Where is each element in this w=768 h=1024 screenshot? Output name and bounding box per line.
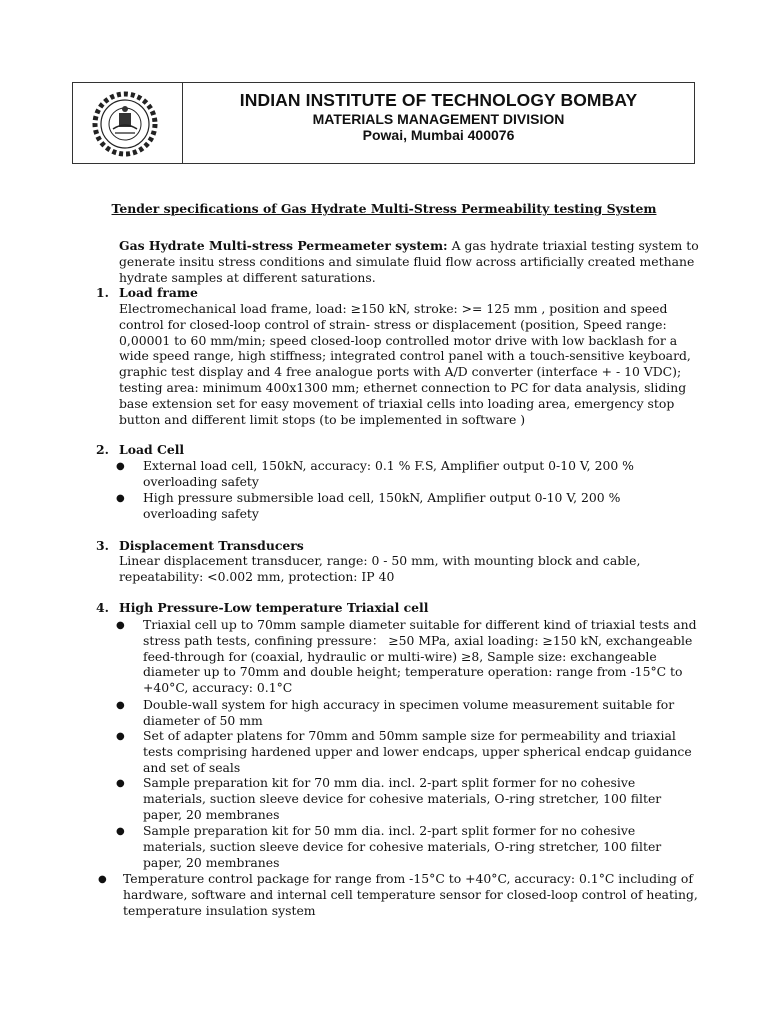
section-3-heading: Displacement Transducers — [119, 538, 304, 553]
address: Powai, Mumbai 400076 — [362, 127, 515, 143]
section-1-number: 1. — [96, 285, 109, 300]
letterhead — [72, 82, 695, 164]
section-2-number: 2. — [96, 442, 109, 457]
section-3-number: 3. — [96, 538, 109, 553]
section-1-heading: Load frame — [119, 285, 198, 300]
institute-name: INDIAN INSTITUTE OF TECHNOLOGY BOMBAY — [239, 90, 638, 110]
list-item: Double-wall system for high accuracy in specimen volume measurement suitable for diameter of 50 mm — [143, 697, 675, 728]
bullet-icon: ● — [98, 874, 107, 885]
intro-text: A gas hydrate triaxial testing system to generate insitu stress conditions and simulate fluid flow across artificially created methane hydrate samples at different saturations. — [119, 238, 699, 285]
letterhead-text — [183, 89, 694, 143]
section-4-heading: High Pressure-Low temperature Triaxial cell — [119, 600, 429, 615]
division-name: MATERIALS MANAGEMENT DIVISION — [312, 111, 565, 127]
bullet-icon: ● — [116, 493, 125, 504]
section-1-body: Electromechanical load frame, load: ≥150 kN, stroke: >= 125 mm , position and speed control for closed-loop control of strain- stress or displacement (position, Speed range: 0,00001 to 60 mm/min; speed closed-loop controlled motor drive with low backlash for a wide speed range, high stiffness; integrated control panel with a touch-sensitive keyboard, graphic test display and 4 free analogue ports with A/D converter (interface + - 10 VDC); testing area: minimum 400x1300 mm; ethernet connection to PC for data analysis, sliding base extension set for easy movement of triaxial cells into loading area, emergency stop button and different limit stops (to be implemented in software ) — [119, 301, 691, 427]
section-2-heading: Load Cell — [119, 442, 185, 457]
list-item: Sample preparation kit for 50 mm dia. incl. 2-part split former for no cohesive materials, suction sleeve device for cohesive materials, O-ring stretcher, 100 filter paper, 20 membranes — [143, 823, 662, 870]
iitb-logo-icon — [89, 91, 161, 157]
bullet-icon: ● — [116, 731, 125, 742]
bullet-icon: ● — [116, 461, 125, 472]
bullet-icon: ● — [116, 826, 125, 837]
bullet-icon: ● — [116, 700, 125, 711]
intro-lead: Gas Hydrate Multi-stress Permeameter system: — [119, 238, 448, 253]
document-title: Tender specifications of Gas Hydrate Multi-Stress Permeability testing System — [111, 201, 657, 216]
list-item: High pressure submersible load cell, 150kN, Amplifier output 0-10 V, 200 % overloading safety — [143, 490, 621, 521]
list-item: Set of adapter platens for 70mm and 50mm sample size for permeability and triaxial tests comprising hardened upper and lower endcaps, upper spherical endcap guidance and set of seals — [143, 728, 692, 775]
intro-paragraph — [119, 238, 699, 285]
list-item-extra: Temperature control package for range from -15°C to +40°C, accuracy: 0.1°C including of hardware, software and internal cell temperature sensor for closed-loop control of heating, temperature insulation system — [123, 871, 698, 918]
list-item: Triaxial cell up to 70mm sample diameter suitable for different kind of triaxial tests and stress path tests, confining pressure： ≥50 MPa, axial loading: ≥150 kN, exchangeable feed-through for (coaxial, hydraulic or multi-wire) ≥8, Sample size: exchangeable diameter up to 70mm and double height; temperature operation: range from -15°C to +40°C, accuracy: 0.1°C — [143, 617, 697, 696]
section-3-body: Linear displacement transducer, range: 0 - 50 mm, with mounting block and cable, repeatability: <0.002 mm, protection: IP 40 — [119, 553, 641, 584]
list-item: External load cell, 150kN, accuracy: 0.1 % F.S, Amplifier output 0-10 V, 200 % overloading safety — [143, 458, 634, 489]
bullet-icon: ● — [116, 778, 125, 789]
list-item: Sample preparation kit for 70 mm dia. incl. 2-part split former for no cohesive materials, suction sleeve device for cohesive materials, O-ring stretcher, 100 filter paper, 20 membranes — [143, 775, 662, 822]
bullet-icon: ● — [116, 620, 125, 631]
section-4-number: 4. — [96, 600, 109, 615]
